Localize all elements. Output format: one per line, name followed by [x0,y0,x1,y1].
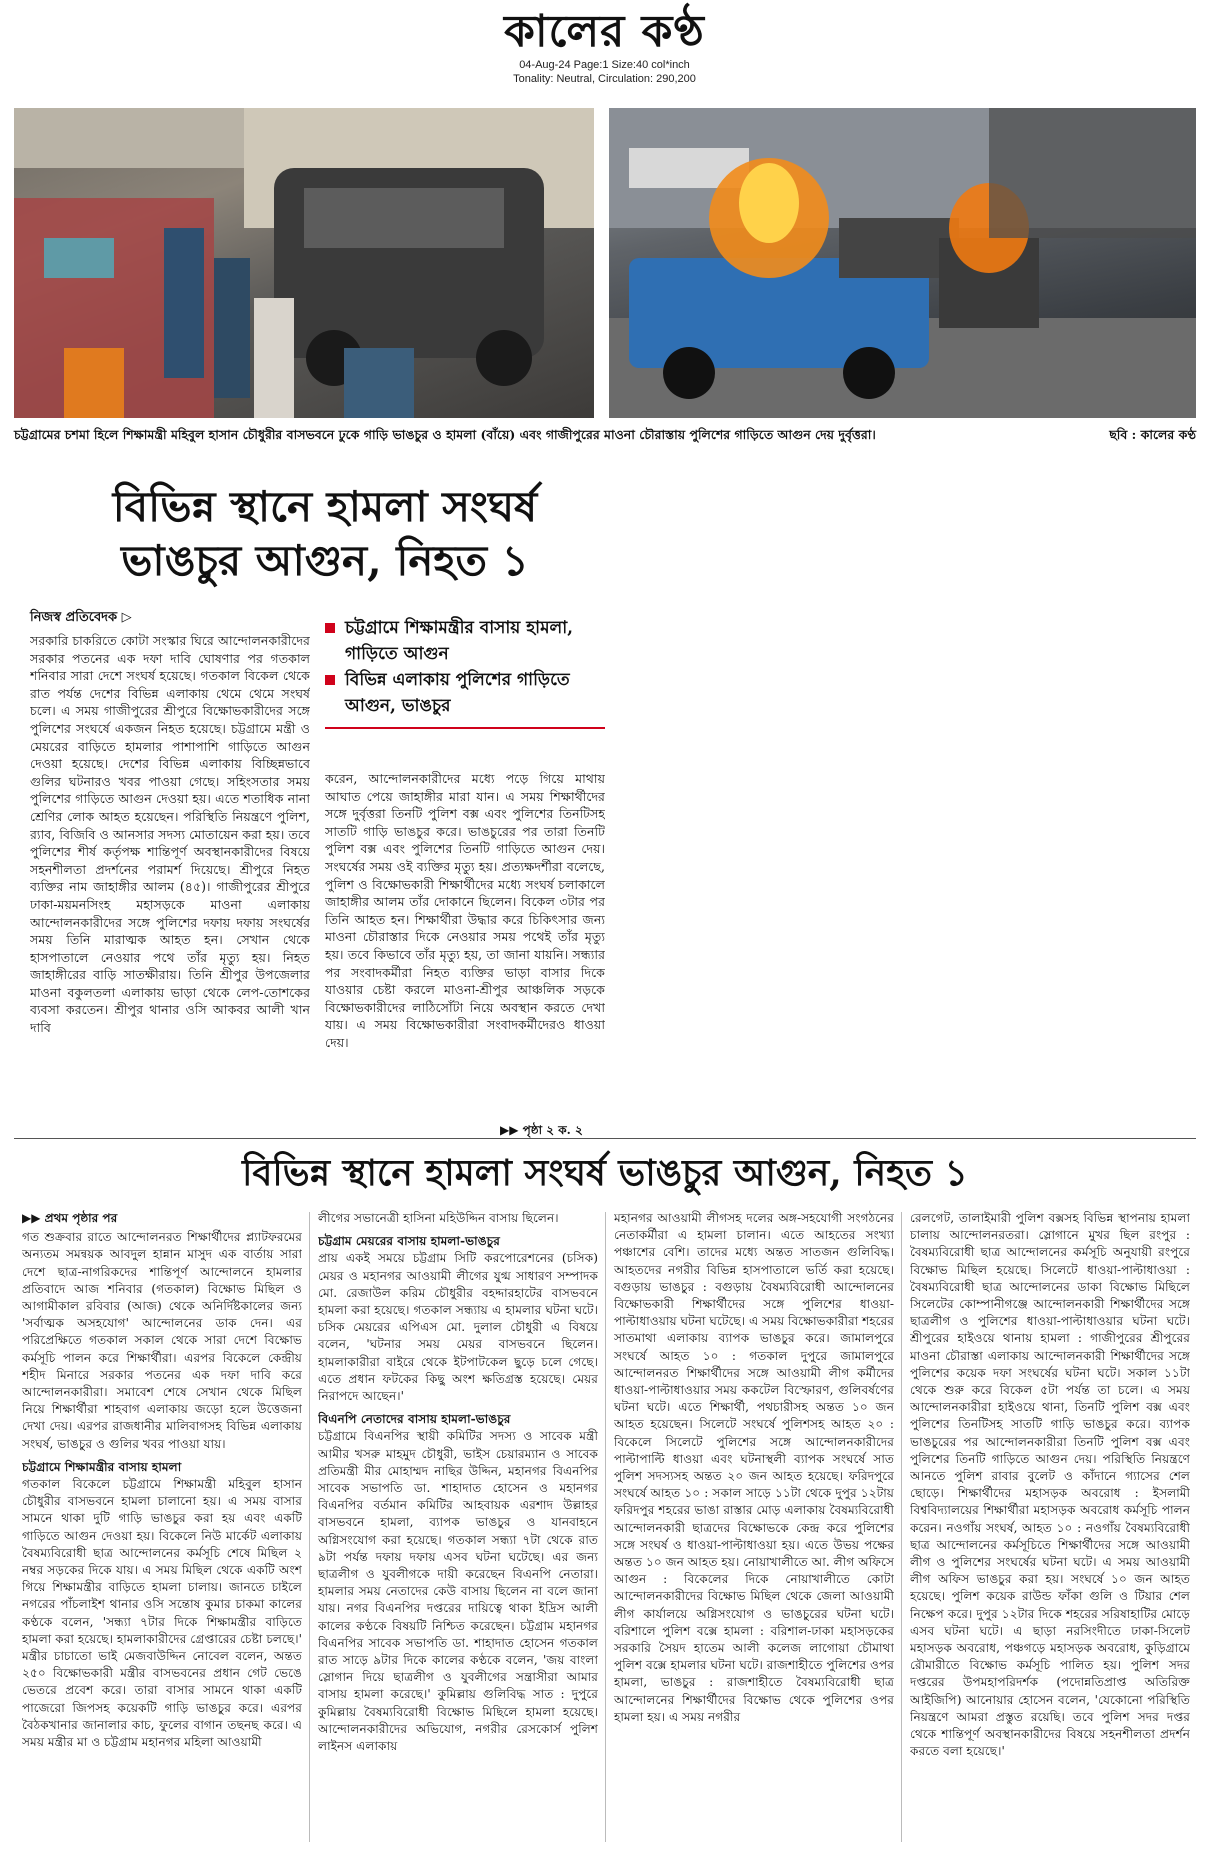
subheads-box [325,615,605,729]
column-rule [901,1212,902,1842]
continuation-headline: বিভিন্ন স্থানে হামলা সংঘর্ষ ভাঙচুর আগুন, নিহত ১ [242,1152,968,1194]
continuation-column-1 [22,1210,302,1850]
byline: নিজস্ব প্রতিবেদক ▷ [30,610,132,625]
cont-col2-text-b: প্রায় একই সময়ে চট্টগ্রাম সিটি করপোরেশনের (চসিক) মেয়র ও মহানগর আওয়ামী লীগের যুগ্ম সাধারণ সম্পাদক মো. রেজাউল করিম চৌধুরীর বহদ্দারহাটের বাসভবনে হামলা করা হয়েছে। গতকাল সন্ধ্যায় এ হামলার ঘটনা ঘটে। চসিক মেয়রের এপিএস মো. দুলাল চৌধুরী এ বিষয়ে বলেন, 'ঘটনার সময় মেয়র বাসভবনে ছিলেন। হামলাকারীরা বাইরে থেকে ইটপাটকেল ছুড়ে চলে গেছে। এতে প্রধান ফটকের কিছু অংশ ক্ষতিগ্রস্ত হয়েছে। মেয়র নিরাপদে আছেন।' [318,1251,598,1404]
front-col2-text: করেন, আন্দোলনকারীদের মধ্যে পড়ে গিয়ে মাথায় আঘাত পেয়ে জাহাঙ্গীর মারা যান। এ সময় শিক্ষার্থীদের সঙ্গে দুর্বৃত্তরা তিনটি পুলিশ বক্স এবং পুলিশের তিনটিসহ সাতটি গাড়ি ভাঙচুর করে। ভাঙচুরের পর তারা তিনটি পুলিশ বক্স এবং পুলিশের তিনটি গাড়িতে আগুন দেয়। সংঘর্ষের সময় ওই ব্যক্তির মৃত্যু হয়। প্রত্যক্ষদর্শীরা বলেছে, পুলিশ ও বিক্ষোভকারী শিক্ষার্থীদের মধ্যে সংঘর্ষ চলাকালে জাহাঙ্গীর আলম তাঁর দোকানে ছিলেন। বিকেল ৩টার পর তিনি আহত হন। শিক্ষার্থীরা উদ্ধার করে চিকিৎসার জন্য মাওনা চৌরাস্তার দিকে নেওয়ার সময় পথেই তাঁর মৃত্যু হয়। তবে কিভাবে তাঁর মৃত্যু হয়, তা জানা যায়নি। সন্ধ্যার পর সংবাদকর্মীরা নিহত ব্যক্তির ভাড়া বাসার দিকে যাওয়ার চেষ্টা করলে মাওনা-শ্রীপুর আঞ্চলিক সড়কে বিক্ষোভকারীদের লাঠিসোঁটা নিয়ে অবস্থান করতে দেখা যায়। এ সময় বিক্ষোভকারীরা সংবাদকর্মীদেরও ধাওয়া দেয়। [325,771,605,1050]
cont-col1-subhead: চট্টগ্রামে শিক্ষামন্ত্রীর বাসায় হামলা [22,1459,182,1474]
subhead-item [325,667,605,719]
cont-col2-subhead: চট্টগ্রাম মেয়রের বাসায় হামলা-ভাঙচুর [318,1234,500,1249]
subhead-text: চট্টগ্রামে শিক্ষামন্ত্রীর বাসায় হামলা, গাড়িতে আগুন [345,618,574,664]
cont-col2-text-c: চট্টগ্রামে বিএনপির স্থায়ী কমিটির সদস্য ও সাবেক মন্ত্রী আমীর খসরু মাহমুদ চৌধুরী, ভাইস চেয়ারম্যান ও সাবেক প্রতিমন্ত্রী মীর মোহাম্মদ নাছির উদ্দিন, মহানগর বিএনপির সাবেক সভাপতি ডা. শাহাদাত হোসেন ও মহানগর বিএনপির বর্তমান কমিটির আহবায়ক এরশাদ উল্লাহর বাসভবনে হামলা, ব্যাপক ভাঙচুর ও যানবাহনে অগ্নিসংযোগ করা হয়েছে। গতকাল সন্ধ্যা ৭টা থেকে রাত ৯টা পর্যন্ত দফায় দফায় এসব ঘটনা ঘটেছে। এর জন্য ছাত্রলীগ ও যুবলীগকে দায়ী করেছেন বিএনপি নেতারা। হামলার সময় নেতাদের কেউ বাসায় ছিলেন না বলে জানা যায়। নগর বিএনপির দপ্তরের দায়িত্বে থাকা ইদ্রিস আলী কালের কণ্ঠকে বিষয়টি নিশ্চিত করেছেন। চট্টগ্রাম মহানগর বিএনপির সাবেক সভাপতি ডা. শাহাদাত হোসেন গতকাল রাত সাড়ে ৯টার দিকে কালের কণ্ঠকে বলেন, 'জয় বাংলা স্লোগান দিয়ে ছাত্রলীগ ও যুবলীগের সন্ত্রাসীরা আমার বাসায় হামলা করেছে।' কুমিল্লায় গুলিবিদ্ধ সাত : দুপুরে কুমিল্লায় বৈষম্যবিরোধী বিক্ষোভ মিছিলে হামলা হয়েছে। আন্দোলনকারীদের অভিযোগ, নগরীর রেসকোর্স পুলিশ লাইনস এলাকায় [318,1429,598,1754]
red-square-bullet-icon [325,675,335,685]
front-headline-line1: বিভিন্ন স্থানে হামলা সংঘর্ষ [112,482,538,531]
front-article-column-2 [325,770,605,1115]
front-article-column-1 [30,632,310,1132]
photo-credit: ছবি : কালের কণ্ঠ [1109,427,1196,442]
clipping-meta-line1: 04-Aug-24 Page:1 Size:40 col*inch [519,59,690,71]
clipping-meta-line2: Tonality: Neutral, Circulation: 290,200 [513,73,696,85]
section-divider [14,1138,1196,1139]
red-square-bullet-icon [325,623,335,633]
front-col1-text: সরকারি চাকরিতে কোটা সংস্কার ঘিরে আন্দোলনকারীদের সরকার পতনের এক দফা দাবি ঘোষণার পর গতকাল শনিবার সারা দেশে সংঘর্ষ হয়েছে। গতকাল বিকেল থেকে রাত পর্যন্ত দেশের বিভিন্ন এলাকায় থেমে থেমে সংঘর্ষ চলে। এ সময় গাজীপুরের শ্রীপুরে বিক্ষোভকারীদের সঙ্গে পুলিশের সংঘর্ষে একজন নিহত হয়েছে। চট্টগ্রামে মন্ত্রী ও মেয়রের বাড়িতে হামলার পাশাপাশি গাড়িতে আগুন দেওয়া হয়েছে। দেশের বিভিন্ন এলাকায় বিচ্ছিন্নভাবে গুলির ঘটনারও খবর পাওয়া গেছে। সহিংসতার সময় পুলিশের গাড়িতে আগুন দেওয়া হয়। এতে শতাধিক নানা শ্রেণির লোক আহত হয়েছেন। পরিস্থিতি নিয়ন্ত্রণে পুলিশ, র‍্যাব, বিজিবি ও আনসার সদস্য মোতায়েন করা হয়। তবে পুলিশের শীর্ষ কর্তৃপক্ষ শান্তিপূর্ণ অবস্থানকারীদের বিষয়ে সহনশীলতা প্রদর্শনের পরামর্শ দিয়েছে। শ্রীপুরে নিহত ব্যক্তির নাম জাহাঙ্গীর আলম (৪৫)। গাজীপুরের শ্রীপুরে ঢাকা-ময়মনসিংহ মহাসড়কে মাওনা এলাকায় আন্দোলনকারীদের সঙ্গে পুলিশের দফায় দফায় সংঘর্ষের সময় তিনি মারাত্মক আহত হন। সেখান থেকে হাসপাতালে নেওয়ার পথে তাঁর মৃত্যু হয়। নিহত জাহাঙ্গীরের বাড়ি সাতক্ষীরায়। তিনি শ্রীপুর উপজেলার মাওনা বকুলতলা এলাকায় ভাড়া থেকে লেপ-তোশকের ব্যবসা করতেন। শ্রীপুর থানার ওসি আকবর আলী খান দাবি [30,633,310,1036]
masthead [0,0,1209,110]
continuation-column-4 [910,1210,1190,1850]
from-first-page-label: ▶▶ প্রথম পৃষ্ঠার পর [22,1211,118,1225]
subhead-text: বিভিন্ন এলাকায় পুলিশের গাড়িতে আগুন, ভাঙচুর [345,670,570,716]
cont-col2-text: লীগের সভানেত্রী হাসিনা মহিউদ্দিন বাসায় ছিলেন। [318,1211,559,1225]
column-rule [605,1212,606,1842]
photo-right-illustration [609,108,1196,418]
photo-vandalized-vehicle [14,108,594,418]
continuation-column-2 [318,1210,598,1850]
front-headline-line2: ভাঙচুর আগুন, নিহত ১ [121,536,529,585]
jump-line: ▶▶ পৃষ্ঠা ২ ক. ২ [500,1123,583,1137]
cont-col4-text: রেলগেট, তালাইমারী পুলিশ বক্সসহ বিভিন্ন স্থাপনায় হামলা চালায় আন্দোলনরতরা। স্লোগানে মুখর ছিল রংপুর : বৈষম্যবিরোধী ছাত্র আন্দোলনের কর্মসূচি অনুযায়ী রংপুরে বিক্ষোভ মিছিল হয়েছে। সিলেটে ধাওয়া-পাল্টাধাওয়া : বৈষম্যবিরোধী ছাত্র আন্দোলনের ডাকা বিক্ষোভ মিছিলে সিলেটের কোম্পানীগঞ্জে আন্দোলনকারী শিক্ষার্থীদের সঙ্গে ছাত্রলীগ ও পুলিশের ধাওয়া-পাল্টাধাওয়ার ঘটনা ঘটে। শ্রীপুরের হাইওয়ে থানায় হামলা : গাজীপুরের শ্রীপুরের মাওনা চৌরাস্তা এলাকায় আন্দোলনকারী শিক্ষার্থীদের সঙ্গে পুলিশের কয়েক দফা সংঘর্ষের ঘটনা ঘটে। সকাল ১১টা থেকে শুরু করে বিকেল ৫টা পর্যন্ত তা চলে। এ সময় আন্দোলনকারীরা হাইওয়ে থানা, তিনটি পুলিশ বক্স এবং পুলিশের তিনটিসহ সাতটি গাড়ি ভাঙচুর করে। ব্যাপক ভাঙচুরের পর আন্দোলনকারীরা তিনটি পুলিশ বক্স এবং পুলিশের তিনটি গাড়িতে আগুন দেয়। পরিস্থিতি নিয়ন্ত্রণে আনতে পুলিশ রাবার বুলেট ও কাঁদানে গ্যাসের শেল ছোড়ে। শিক্ষার্থীদের মহাসড়ক অবরোধ : ইসলামী বিশ্ববিদ্যালয়ের শিক্ষার্থীরা মহাসড়ক অবরোধ কর্মসূচি পালন করেন। নওগাঁয় সংঘর্ষ, আহত ১০ : নওগাঁয় বৈষম্যবিরোধী ছাত্র আন্দোলনের কর্মসূচিতে শিক্ষার্থীদের সঙ্গে আওয়ামী লীগ ও পুলিশের সংঘর্ষের ঘটনা ঘটে। এ সময় আওয়ামী লীগ অফিস ভাঙচুর করা হয়। সংঘর্ষে ১০ জন আহত হয়েছে। পুলিশ কয়েক রাউন্ড ফাঁকা গুলি ও টিয়ার শেল নিক্ষেপ করে। দুপুর ১২টার দিকে শহরের সরিষাহাটির মোড়ে এসব ঘটনা ঘটে। এ ছাড়া নরসিংদীতে ঢাকা-সিলেট মহাসড়ক অবরোধ, পঞ্চগড়ে মহাসড়ক অবরোধ, কুড়িগ্রামে রৌমারীতে বিক্ষোভ কর্মসূচি পালিত হয়। পুলিশ সদর দপ্তরের উপমহাপরিদর্শক (পদোন্নতিপ্রাপ্ত অতিরিক্ত আইজিপি) আনোয়ার হোসেন বলেন, 'যেকোনো পরিস্থিতি নিয়ন্ত্রণে আমরা প্রস্তুত রয়েছি। তবে পুলিশ সদর দপ্তর থেকে শান্তিপূর্ণ অবস্থানকারীদের বিষয়ে সহনশীলতা প্রদর্শন করতে বলা হয়েছে।' [910,1211,1190,1759]
photo-burning-police-vehicle [609,108,1196,418]
continuation-column-3 [614,1210,894,1850]
caption-text: চট্টগ্রামের চশমা হিলে শিক্ষামন্ত্রী মহিবুল হাসান চৌধুরীর বাসভবনে ঢুকে গাড়ি ভাঙচুর ও হামলা (বাঁয়ে) এবং গাজীপুরের মাওনা চৌরাস্তায় পুলিশের গাড়িতে আগুন দেয় দুর্বৃত্তরা। [14,427,876,442]
photo-left-illustration [14,108,594,418]
photo-caption [14,427,1196,443]
cont-col3-text: মহানগর আওয়ামী লীগসহ দলের অঙ্গ-সহযোগী সংগঠনের নেতাকর্মীরা এ হামলা চালান। এতে আহতের সংখ্যা পঞ্চাশের বেশি। তাদের মধ্যে অন্তত সাতজন গুলিবিদ্ধ। আহতদের নগরীর বিভিন্ন হাসপাতালে ভর্তি করা হয়েছে। বগুড়ায় ভাঙচুর : বগুড়ায় বৈষম্যবিরোধী আন্দোলনের বিক্ষোভকারী শিক্ষার্থীদের সঙ্গে পুলিশের ধাওয়া-পাল্টাধাওয়ায় ঘটনা ঘটেছে। এ সময় বিক্ষোভকারীরা শহরের সাতমাথা এলাকায় ব্যাপক ভাঙচুর করে। জামালপুরে সংঘর্ষে আহত ১০ : গতকাল দুপুরে জামালপুরে আন্দোলনরত শিক্ষার্থীদের সঙ্গে আওয়ামী লীগ কর্মীদের ধাওয়া-পাল্টাধাওয়ার সময় ককটেল বিস্ফোরণ, গুলিবর্ষণের ঘটনা ঘটে। এতে শিক্ষার্থী, পথচারীসহ অন্তত ১০ জন আহত হয়েছেন। সিলেটে সংঘর্ষে পুলিশসহ আহত ২০ : বিকেলে সিলেটে পুলিশের সঙ্গে আন্দোলনকারীদের পাল্টাপাল্টি ধাওয়া এবং ঘটনাস্থলী ব্যাপক সংঘর্ষে সাত পুলিশ সদস্যসহ অন্তত ২০ জন আহত হয়েছে। ফরিদপুরে সংঘর্ষে আহত ১০ : সকাল সাড়ে ১১টা থেকে দুপুর ১২টায় ফরিদপুর শহরের ভাঙা রাস্তার মোড় এলাকায় বৈষম্যবিরোধী আন্দোলনকারী ছাত্রদের বিক্ষোভকে কেন্দ্র করে পুলিশের সঙ্গে সংঘর্ষ ও ধাওয়া-পাল্টাধাওয়া হয়। এতে উভয় পক্ষের অন্তত ১০ জন আহত হয়। নোয়াখালীতে আ. লীগ অফিসে আগুন : বিকেলের দিকে নোয়াখালীতে কোটা আন্দোলনকারীদের বিক্ষোভ মিছিল থেকে জেলা আওয়ামী লীগ কার্যালয়ে অগ্নিসংযোগ ও ভাঙচুরের ঘটনা ঘটে। বরিশালে পুলিশ বক্সে হামলা : বরিশাল-ঢাকা মহাসড়কের সরকারি সৈয়দ হাতেম আলী কলেজ লাগোয়া চৌমাথা পুলিশ বক্সে হামলার ঘটনা ঘটে। রাজশাহীতে পুলিশের ওপর হামলা, ভাঙচুর : রাজশাহীতে বৈষম্যবিরোধী ছাত্র আন্দোলনের শিক্ষার্থীদের বিক্ষোভ থেকে পুলিশের ওপর হামলা হয়। এ সময় নগরীর [614,1211,894,1724]
cont-col1-text: গত শুক্রবার রাতে আন্দোলনরত শিক্ষার্থীদের প্ল্যাটফরমের অন্যতম সমন্বয়ক আবদুল হান্নান মাসুদ এক বার্তায় সারা দেশে ছাত্র-নাগরিকদের শান্তিপূর্ণ আন্দোলনে হামলার প্রতিবাদে আজ শনিবার (গতকাল) বিক্ষোভ মিছিল ও আগামীকাল রবিবার (আজ) থেকে অনির্দিষ্টকালের জন্য 'সর্বাত্মক অসহযোগ' আন্দোলনের ডাক দেন। এর পরিপ্রেক্ষিতে গতকাল সকাল থেকে সারা দেশে বিক্ষোভ কর্মসূচি পালন করে শিক্ষার্থীরা। এরপর বিকেলে কেন্দ্রীয় শহীদ মিনারে সরকার পতনের এক দফা দাবি করে আন্দোলনকারীরা। সমাবেশ শেষে সেখান থেকে মিছিল নিয়ে শিক্ষার্থীরা শাহবাগ এলাকায় জড়ো হলে উত্তেজনা দেখা দেয়। এরপর রাজধানীর মালিবাগসহ বিভিন্ন এলাকায় সংঘর্ষ, ভাঙচুর ও গুলির খবর পাওয়া যায়। [22,1230,302,1451]
column-rule [309,1212,310,1842]
newspaper-logo: কালের কণ্ঠ [504,6,705,57]
cont-col1-text-b: গতকাল বিকেলে চট্টগ্রামে শিক্ষামন্ত্রী মহিবুল হাসান চৌধুরীর বাসভবনে হামলা চালানো হয়। এ সময় বাসার সামনে থাকা দুটি গাড়ি ভাঙচুর করা হয় এবং একটি গাড়িতে আগুন দেওয়া হয়। বিকেলে নিউ মার্কেট এলাকায় বৈষম্যবিরোধী ছাত্র আন্দোলনের কর্মসূচি শেষে মিছিল ২ নম্বর সড়কের দিকে যায়। এ সময় মিছিল থেকে একটি অংশ গিয়ে শিক্ষামন্ত্রীর বাড়িতে হামলা চালায়। জানতে চাইলে নগরের পাঁচলাইশ থানার ওসি সন্তোষ কুমার চাকমা কালের কণ্ঠকে বলেন, 'সন্ধ্যা ৭টার দিকে শিক্ষামন্ত্রীর বাড়িতে হামলা করা হয়েছে। হামলাকারীদের গ্রেপ্তারের চেষ্টা চলছে।' মন্ত্রীর চাচাতো ভাই মেজবাউদ্দিন নোবেল বলেন, অন্তত ২৫০ বিক্ষোভকারী মন্ত্রীর বাসভবনের প্রধান গেট ভেঙে ভেতরে প্রবেশ করে। তারা বাসার সামনে থাকা একটি পাজেরো জিপসহ কয়েকটি গাড়ি ভাঙচুর করে। এরপর বৈঠকখানার জানালার কাচ, ফুলের বাগান তছনছ করে। এ সময় মন্ত্রীর মা ও চট্টগ্রাম মহানগর মহিলা আওয়ামী [22,1477,302,1750]
photo-strip [14,108,1196,418]
subhead-item [325,615,605,667]
cont-col2-subhead-2: বিএনপি নেতাদের বাসায় হামলা-ভাঙচুর [318,1412,511,1427]
